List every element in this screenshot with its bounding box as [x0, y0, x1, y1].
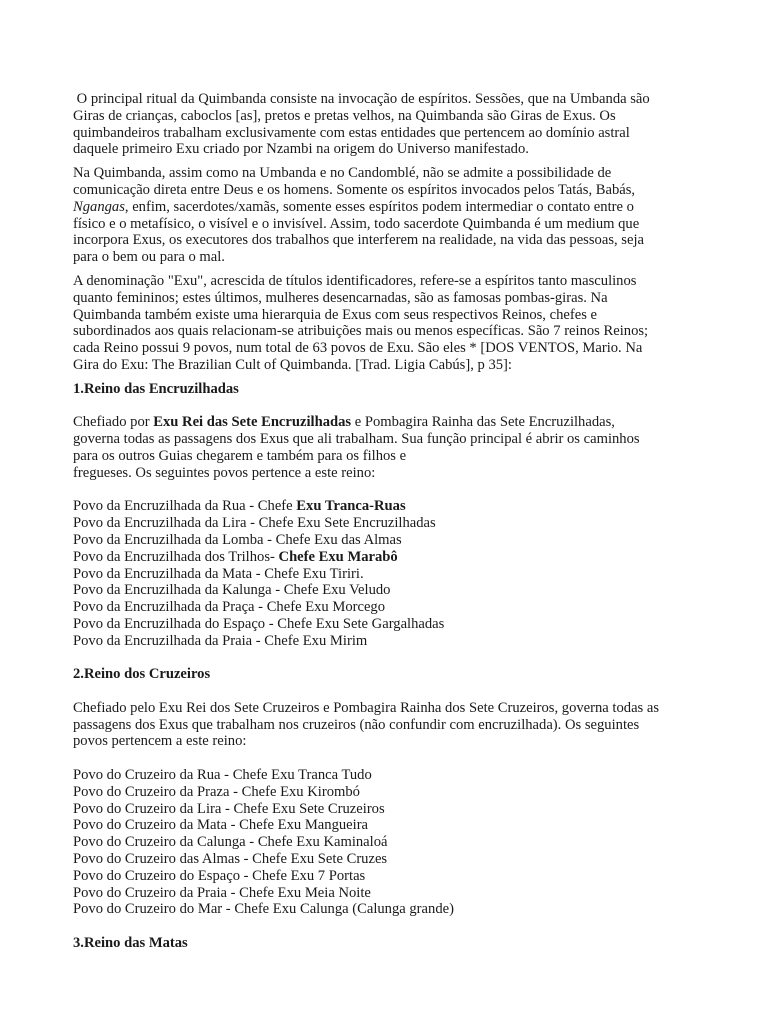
list-item: Povo do Cruzeiro da Calunga - Chefe Exu Kaminaloá	[73, 834, 388, 851]
text-line: O principal ritual da Quimbanda consiste na invocação de espíritos. Sessões, que na Umbanda são	[73, 91, 650, 107]
bold-term: Exu Rei das Sete Encruzilhadas	[153, 414, 352, 431]
text-line: Giras de crianças, caboclos [as], pretos e pretas velhos, na Quimbanda são Giras de Exus. Os	[73, 107, 616, 124]
text-span: Povo da Encruzilhada da Praia - Chefe Exu Mirim	[73, 632, 368, 649]
document-page	[73, 91, 713, 952]
text-line: passagens dos Exus que trabalham nos cruzeiros (não confundir com encruzilhada). Os seguintes	[73, 716, 640, 733]
text-span: Povo da Encruzilhada da Lomba - Chefe Exu das Almas	[73, 531, 402, 548]
bold-term: Chefe Exu Marabô	[278, 548, 398, 565]
text-line	[73, 199, 713, 216]
text-line: subordinados aos quais relacionam-se atribuições mais ou menos específicas. São 7 reinos Reinos;	[73, 323, 649, 340]
text-line: Quimbanda também existe uma hierarquia de Exus com seus respectivos Reinos, chefes e	[73, 306, 597, 323]
text-line: para os outros Guias chegarem e também para os filhos e	[73, 447, 407, 464]
reino1-povos-list	[73, 498, 713, 649]
list-item	[73, 582, 713, 599]
reino2-povos-list	[73, 767, 713, 918]
text-line: povos pertencem a este reino:	[73, 733, 247, 750]
list-item: Povo do Cruzeiro da Mata - Chefe Exu Mangueira	[73, 817, 369, 834]
list-item: Povo do Cruzeiro da Praza - Chefe Exu Kirombó	[73, 783, 360, 800]
reino2-description	[73, 700, 713, 750]
list-item	[73, 599, 713, 616]
text-line: quanto femininos; estes últimos, mulheres desencarnadas, são as famosas pombas-giras. Na	[73, 289, 608, 306]
text-span: Povo da Encruzilhada da Praça - Chefe Exu Morcego	[73, 599, 386, 616]
list-item	[73, 515, 713, 532]
list-item	[73, 532, 713, 549]
text-line: governa todas as passagens dos Exus que ali trabalham. Sua função principal é abrir os caminhos	[73, 431, 640, 448]
intro-paragraph-3	[73, 273, 713, 374]
text-line: físico e o metafísico, o visível e o invisível. Assim, todo sacerdote Quimbanda é um medium que	[73, 215, 640, 232]
text-line: daquele primeiro Exu criado por Nzambi na origem do Universo manifestado.	[73, 141, 529, 158]
text-line: Chefiado pelo Exu Rei dos Sete Cruzeiros e Pombagira Rainha dos Sete Cruzeiros, governa todas as	[73, 699, 660, 716]
list-item	[73, 549, 713, 566]
text-span: Povo da Encruzilhada da Mata - Chefe Exu Tiriri.	[73, 565, 364, 582]
text-span: Povo da Encruzilhada da Lira - Chefe Exu Sete Encruzilhadas	[73, 515, 436, 532]
list-item: Povo do Cruzeiro da Praia - Chefe Exu Meia Noite	[73, 884, 371, 901]
bold-term: Exu Tranca-Ruas	[296, 498, 406, 515]
list-item: Povo do Cruzeiro da Rua - Chefe Exu Tranca Tudo	[73, 767, 372, 784]
italic-term: Ngangas	[73, 198, 125, 215]
list-item	[73, 633, 713, 650]
list-item	[73, 498, 713, 515]
text-line: quimbandeiros trabalham exclusivamente com estas entidades que pertencem ao domínio astral	[73, 124, 630, 141]
text-line: A denominação "Exu", acrescida de títulos identificadores, refere-se a espíritos tanto masculinos	[73, 272, 637, 289]
intro-paragraph-2	[73, 165, 713, 266]
text-span: e Pombagira Rainha das Sete Encruzilhadas,	[351, 414, 615, 431]
intro-paragraph-1	[73, 91, 713, 158]
reino1-description	[73, 414, 713, 481]
text-span: Povo da Encruzilhada dos Trilhos-	[73, 548, 279, 565]
text-line: para o bem ou para o mal.	[73, 249, 225, 266]
text-line: Na Quimbanda, assim como na Umbanda e no Candomblé, não se admite a possibilidade de	[73, 165, 612, 182]
section-heading-reino-cruzeiros: 2.Reino dos Cruzeiros	[73, 666, 211, 683]
text-line: cada Reino possui 9 povos, num total de 63 povos de Exu. São eles * [DOS VENTOS, Mario. Na	[73, 340, 643, 357]
text-span: Chefiado por	[73, 414, 154, 431]
list-item: Povo do Cruzeiro do Mar - Chefe Exu Calunga (Calunga grande)	[73, 901, 454, 918]
text-line: Gira do Exu: The Brazilian Cult of Quimbanda. [Trad. Ligia Cabús], p 35]:	[73, 356, 512, 373]
section-heading-reino-encruzilhadas: 1.Reino das Encruzilhadas	[73, 380, 239, 397]
list-item: Povo do Cruzeiro das Almas - Chefe Exu Sete Cruzes	[73, 851, 388, 868]
text-span: Povo da Encruzilhada da Kalunga - Chefe Exu Veludo	[73, 582, 391, 599]
text-span: Povo da Encruzilhada do Espaço - Chefe Exu Sete Gargalhadas	[73, 615, 445, 632]
text-line	[73, 414, 713, 431]
list-item: Povo do Cruzeiro do Espaço - Chefe Exu 7 Portas	[73, 867, 366, 884]
text-span: Povo da Encruzilhada da Rua - Chefe	[73, 498, 297, 515]
list-item	[73, 616, 713, 633]
list-item: Povo do Cruzeiro da Lira - Chefe Exu Sete Cruzeiros	[73, 800, 385, 817]
text-line: comunicação direta entre Deus e os homens. Somente os espíritos invocados pelos Tatás, Babás,	[73, 181, 636, 198]
section-heading-reino-matas: 3.Reino das Matas	[73, 935, 188, 952]
text-line: fregueses. Os seguintes povos pertence a este reino:	[73, 464, 376, 481]
text-span: , enfim, sacerdotes/xamãs, somente esses espíritos podem intermediar o contato entre o	[124, 198, 634, 215]
text-line: incorpora Exus, os executores dos trabalhos que interferem na realidade, na vida das pessoas, seja	[73, 232, 644, 249]
list-item	[73, 566, 713, 583]
